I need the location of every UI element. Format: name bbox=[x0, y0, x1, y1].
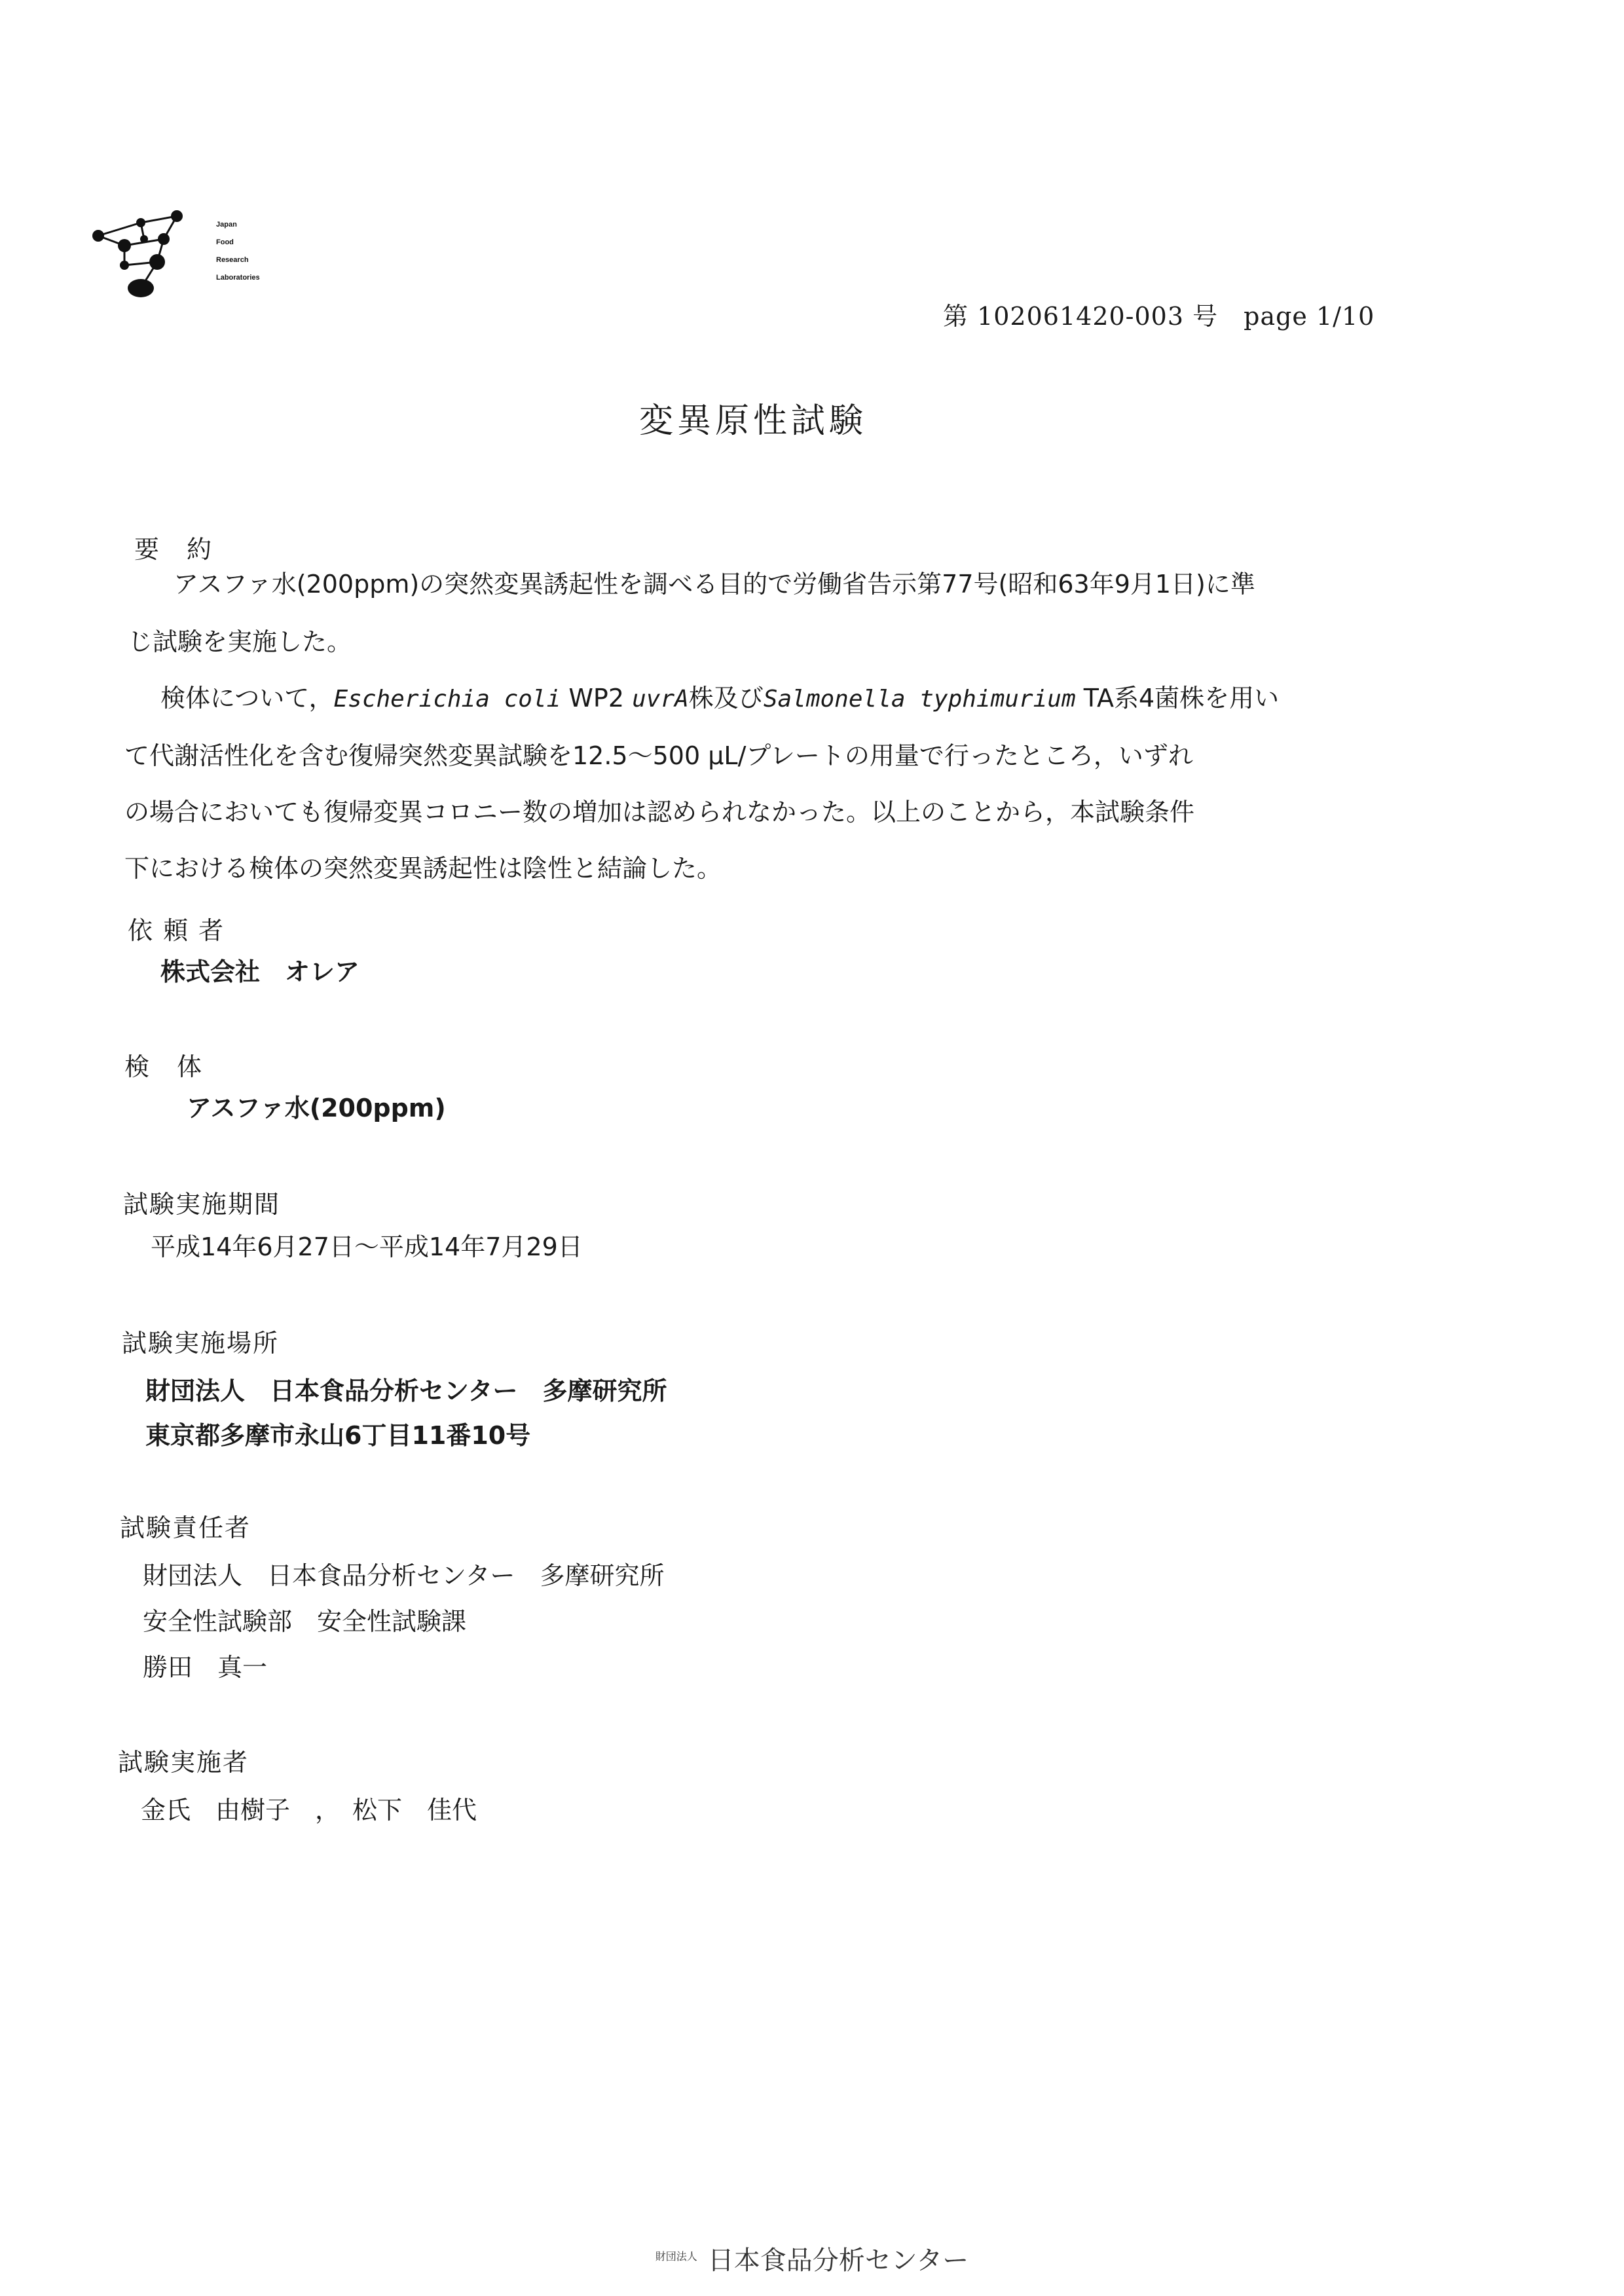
summary-text: 株及び bbox=[688, 684, 764, 713]
period-heading: 試験実施期間 bbox=[123, 1190, 281, 1219]
summary-text: 検体について， bbox=[160, 684, 334, 713]
director-line-3: 勝田 真一 bbox=[143, 1653, 268, 1682]
place-line-1: 財団法人 日本食品分析センター 多摩研究所 bbox=[145, 1377, 667, 1405]
footer bbox=[0, 2240, 1624, 2277]
summary-line-3 bbox=[160, 669, 1279, 728]
place-heading: 試験実施場所 bbox=[122, 1329, 280, 1358]
strain-name: uvrA bbox=[632, 686, 689, 713]
sample-name: アスファ水(200ppm) bbox=[187, 1094, 446, 1122]
logo-line: Laboratories bbox=[216, 274, 260, 282]
logo-line: Research bbox=[216, 256, 249, 264]
sample-heading: 検 体 bbox=[124, 1052, 204, 1081]
place-line-2: 東京都多摩市永山6丁目11番10号 bbox=[145, 1421, 531, 1450]
summary-line-2: じ試験を実施した。 bbox=[128, 627, 352, 656]
molecule-logo-icon bbox=[79, 190, 210, 308]
summary-line-1: アスファ水(200ppm)の突然変異誘起性を調べる目的で労働省告示第77号(昭和63年9月1日)に準 bbox=[174, 570, 1255, 599]
summary-line-4: て代謝活性化を含む復帰突然変異試験を12.5～500 μL/プレートの用量で行ったところ，いずれ bbox=[124, 741, 1193, 770]
logo-text bbox=[216, 216, 260, 287]
director-line-2: 安全性試験部 安全性試験課 bbox=[143, 1607, 467, 1636]
client-name: 株式会社 オレア bbox=[160, 957, 360, 986]
summary-line-5: の場合においても復帰変異コロニー数の増加は認められなかった。以上のことから，本試験条件 bbox=[124, 798, 1195, 826]
lab-logo bbox=[79, 190, 288, 308]
footer-prefix: 財団法人 bbox=[655, 2250, 697, 2263]
species-name: Escherichia coli bbox=[333, 686, 561, 713]
species-name: Salmonella typhimurium bbox=[763, 686, 1076, 713]
performers-value: 金氏 由樹子 ， 松下 佳代 bbox=[141, 1796, 477, 1824]
director-line-1: 財団法人 日本食品分析センター 多摩研究所 bbox=[143, 1561, 665, 1590]
period-value: 平成14年6月27日～平成14年7月29日 bbox=[151, 1232, 583, 1261]
summary-line-6: 下における検体の突然変異誘起性は陰性と結論した。 bbox=[124, 854, 722, 883]
footer-org-name: 日本食品分析センター bbox=[707, 2246, 969, 2276]
director-heading: 試験責任者 bbox=[120, 1513, 251, 1542]
performers-heading: 試験実施者 bbox=[118, 1748, 249, 1777]
strain-name: WP2 bbox=[561, 684, 633, 713]
summary-text: TA系4菌株を用い bbox=[1075, 684, 1280, 713]
summary-heading: 要 約 bbox=[134, 535, 213, 564]
client-heading: 依 頼 者 bbox=[128, 916, 225, 945]
logo-line: Food bbox=[216, 238, 234, 246]
document-number: 第 102061420-003 号 page 1/10 bbox=[943, 302, 1375, 331]
logo-line: Japan bbox=[216, 221, 237, 229]
page-title: 変異原性試験 bbox=[638, 401, 867, 441]
